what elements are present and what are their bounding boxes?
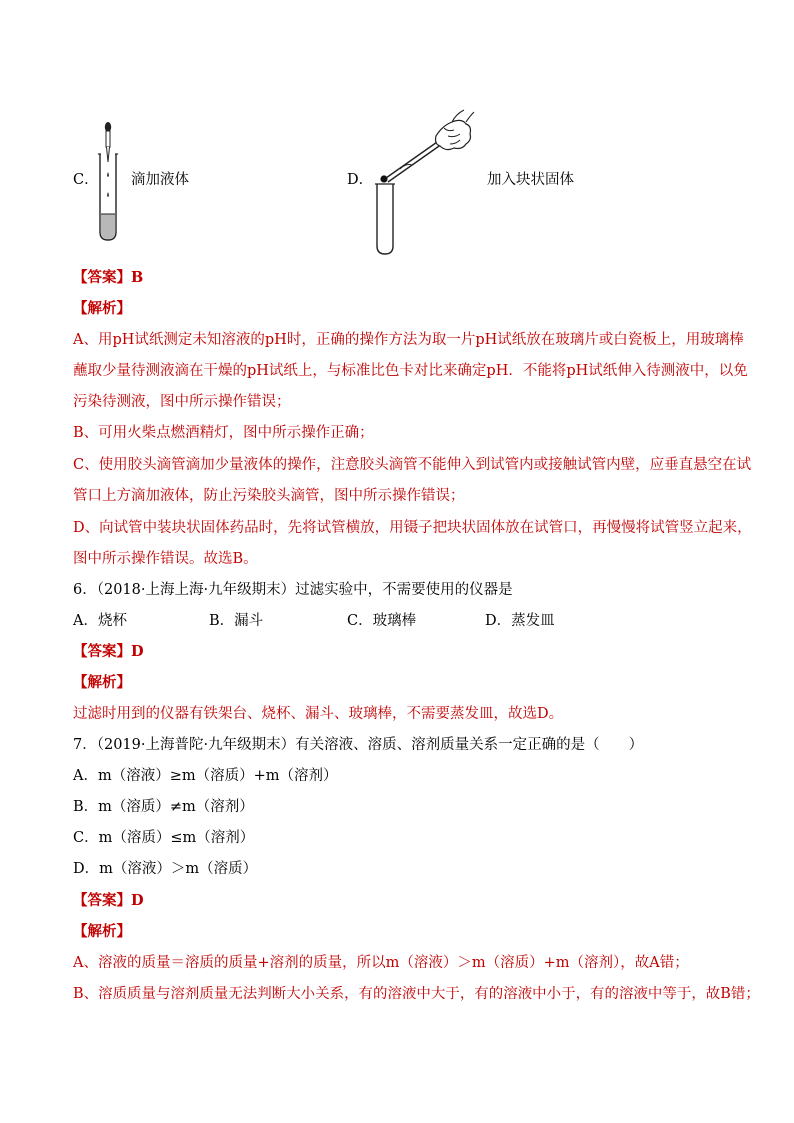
q7-option-b: B．m（溶质）≠m（溶剂） xyxy=(73,799,254,815)
q7-answer: 【答案】D xyxy=(73,892,144,909)
q5-analysis-line: D、向试管中装块状固体药品时，先将试管横放，用镊子把块状固体放在试管口，再慢慢将试管竖立起来， xyxy=(73,520,752,536)
tweezers-test-tube-figure xyxy=(370,106,480,256)
q5-analysis-line: B、可用火柴点燃酒精灯，图中所示操作正确； xyxy=(73,425,374,441)
figure-c-caption: 滴加液体 xyxy=(131,172,189,188)
q5-analysis-line: A、用pH试纸测定未知溶液的pH时，正确的操作方法为取一片pH试纸放在玻璃片或白瓷板上，用玻璃棒 xyxy=(73,332,744,348)
q7-analysis-line: B、溶质质量与溶剂质量无法判断大小关系，有的溶液中大于，有的溶液中小于，有的溶液中等于，故B错； xyxy=(73,986,760,1002)
q6-option-b: B．漏斗 xyxy=(209,613,264,629)
q6-analysis: 过滤时用到的仪器有铁架台、烧杯、漏斗、玻璃棒，不需要蒸发皿，故选D。 xyxy=(73,706,564,722)
figure-c-label: C． xyxy=(73,172,99,188)
q7-option-a: A．m（溶液）≥m（溶质）+m（溶剂） xyxy=(73,768,338,784)
q6-analysis-heading: 【解析】 xyxy=(73,674,131,691)
figure-d-label: D． xyxy=(347,172,374,188)
q7-option-d: D．m（溶液）＞m（溶质） xyxy=(73,861,258,877)
q5-analysis-line: 蘸取少量待测液滴在干燥的pH试纸上，与标准比色卡对比来确定pH．不能将pH试纸伸入待测液中，以免 xyxy=(73,363,748,379)
q6-option-c: C．玻璃棒 xyxy=(347,613,417,629)
q5-analysis-line: C、使用胶头滴管滴加少量液体的操作，注意胶头滴管不能伸入到试管内或接触试管内壁，应垂直悬空在试 xyxy=(73,457,752,473)
q5-analysis-line: 图中所示操作错误。故选B。 xyxy=(73,551,258,567)
q5-analysis-line: 污染待测液，图中所示操作错误； xyxy=(73,394,291,410)
q5-analysis-heading: 【解析】 xyxy=(73,300,131,317)
q6-stem: 6．（2018·上海上海·九年级期末）过滤实验中，不需要使用的仪器是 xyxy=(73,582,513,598)
q7-analysis-line: A、溶液的质量＝溶质的质量+溶剂的质量，所以m（溶液）＞m（溶质）+m（溶剂），故A错； xyxy=(73,955,689,971)
q5-answer: 【答案】B xyxy=(73,269,144,286)
q7-option-c: C．m（溶质）≤m（溶剂） xyxy=(73,830,255,846)
q6-option-d: D．蒸发皿 xyxy=(485,613,555,629)
q7-stem: 7．（2019·上海普陀·九年级期末）有关溶液、溶质、溶剂质量关系一定正确的是（ ） xyxy=(73,737,644,753)
q6-option-a: A．烧杯 xyxy=(73,613,127,629)
q6-answer: 【答案】D xyxy=(73,643,144,660)
q7-analysis-heading: 【解析】 xyxy=(73,923,131,940)
figure-d-caption: 加入块状固体 xyxy=(487,172,574,188)
dropper-test-tube-figure xyxy=(96,118,126,244)
q5-analysis-line: 管口上方滴加液体，防止污染胶头滴管，图中所示操作错误； xyxy=(73,488,465,504)
